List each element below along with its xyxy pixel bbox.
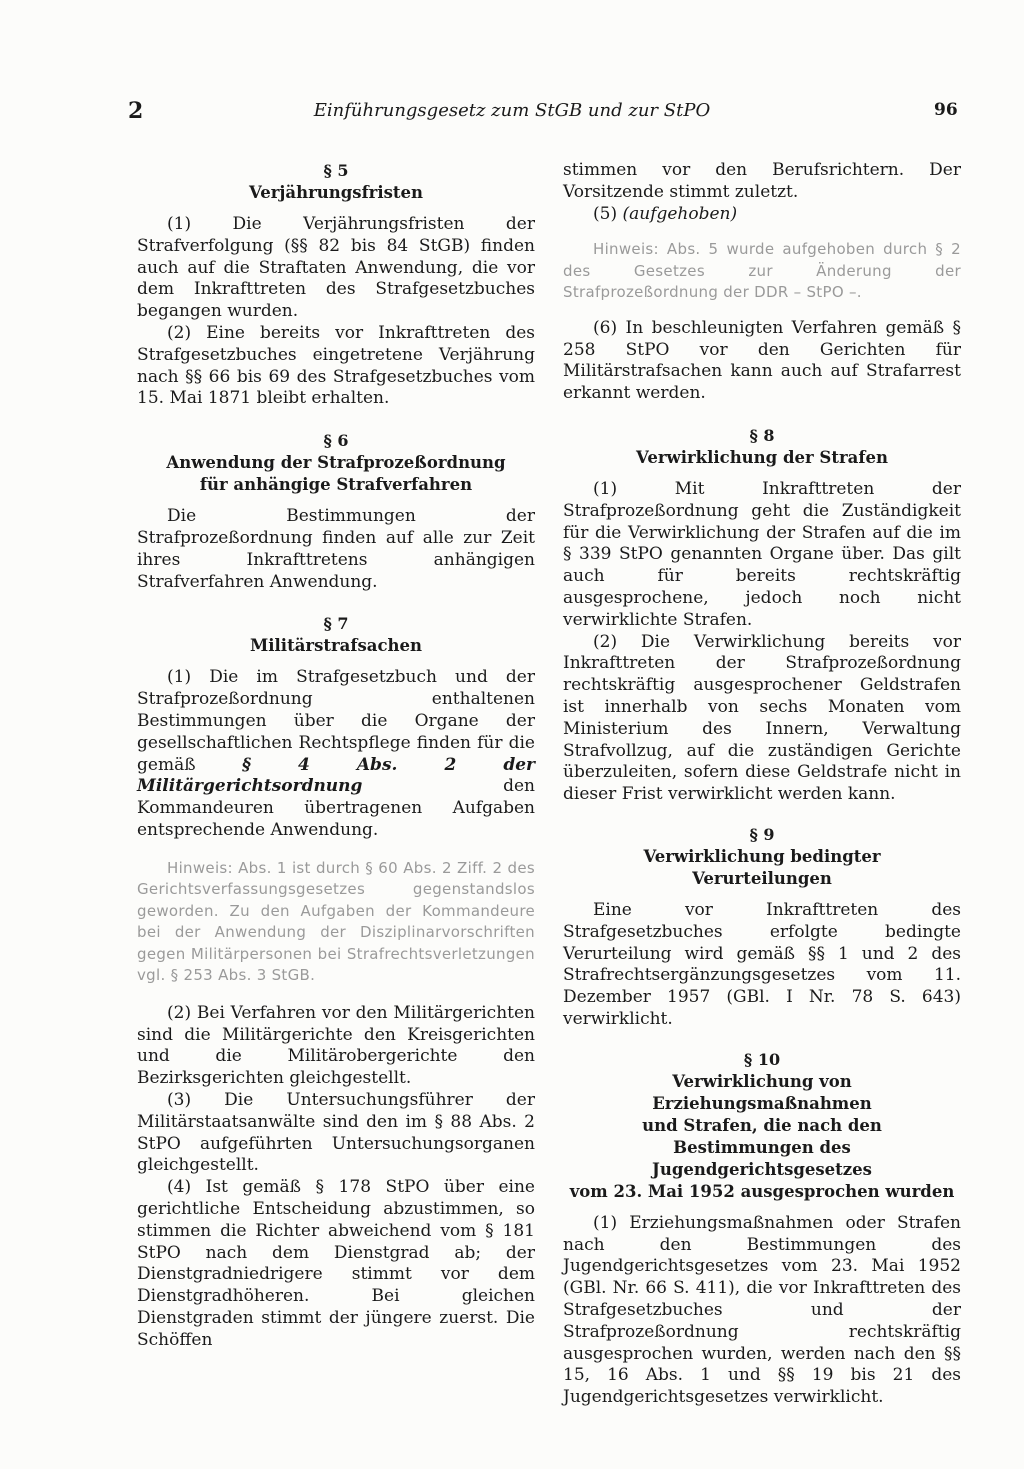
section-8-number: § 8 xyxy=(749,426,775,446)
section-6-number: § 6 xyxy=(323,431,349,451)
section-8-paragraph-2: (2) Die Verwirklichung bereits vor Inkrafttreten der Strafprozeßordnung rechtskräftig ausgesprochener Geldstrafen ist innerhalb von sechs Monaten vom Ministerium des Innern, Verwaltung Strafvollzug, auf die zuständigen Gerichte überzuleiten, sofern diese Geldstrafe nicht in dieser Frist verwirklicht werden kann. xyxy=(563,631,961,805)
section-9-paragraph-1: Eine vor Inkrafttreten des Strafgesetzbuches erfolgte bedingte Verurteilung wird gemäß §§ 1 und 2 des Strafrechtsergänzungsgesetzes vom 11. Dezember 1957 (GBl. I Nr. 78 S. 643) verwirklicht. xyxy=(563,900,961,1030)
section-7-number: § 7 xyxy=(323,614,349,634)
section-8-title: Verwirklichung der Strafen xyxy=(636,448,888,468)
section-7-paragraph-5-hint-note: Hinweis: Abs. 5 wurde aufgehoben durch § 2 des Gesetzes zur Änderung der Strafprozeßordnung der DDR – StPO –. xyxy=(563,240,961,302)
section-10-title-line-3: Bestimmungen des Jugendgerichtsgesetzes xyxy=(652,1137,872,1179)
section-10-title-line-4: vom 23. Mai 1952 ausgesprochen wurden xyxy=(569,1181,955,1201)
section-7-title: Militärstrafsachen xyxy=(250,636,422,656)
running-header-title: Einführungsgesetz zum StGB und zur StPO xyxy=(313,100,711,121)
left-column xyxy=(137,160,535,1351)
section-9-title-line-1: Verwirklichung bedingter xyxy=(643,847,881,867)
section-6-title-line-1: Anwendung der Strafprozeßordnung xyxy=(166,453,506,473)
section-7-paragraph-4: (4) Ist gemäß § 178 StPO über eine gerichtliche Entscheidung abzustimmen, so stimmen die Richter abweichend vom § 181 StPO nach dem Dienstgrad ab; der Dienstgradniedrigere stimmt vor dem Dienstgradhöheren. Bei gleichen Dienstgraden stimmt der jüngere zuerst. Die Schöffen xyxy=(137,1177,535,1350)
page-number: 96 xyxy=(934,100,958,120)
section-10-title-line-2: und Strafen, die nach den xyxy=(642,1115,882,1135)
right-column xyxy=(563,160,961,1409)
repealed-label: (aufgehoben) xyxy=(622,203,738,224)
section-7-paragraph-3: (3) Die Untersuchungsführer der Militärstaatsanwälte sind den im § 88 Abs. 2 StPO aufgeführten Untersuchungsorganen gleichgestellt. xyxy=(137,1089,535,1176)
section-10-paragraph-1: (1) Erziehungsmaßnahmen oder Strafen nach den Bestimmungen des Jugendgerichtsgesetzes vom 23. Mai 1952 (GBl. Nr. 66 S. 411), die vor Inkrafttreten des Strafgesetzbuches und der Strafprozeßordnung rechtskräftig ausgesprochen wurden, werden nach den §§ 15, 16 Abs. 1 und §§ 19 bis 21 des Jugendgerichtsgesetzes verwirklicht. xyxy=(563,1212,961,1408)
section-5-paragraph-2: (2) Eine bereits vor Inkrafttreten des Strafgesetzbuches eingetretene Verjährung nach §§ 66 bis 69 des Strafgesetzbuches vom 15. Mai 1871 bleibt erhalten. xyxy=(137,322,535,409)
section-8-paragraph-1: (1) Mit Inkrafttreten der Strafprozeßordnung geht die Zuständigkeit für die Verwirklichung der Strafen auf die im § 339 StPO genannten Organe über. Das gilt auch für bereits rechtskräftig ausgesprochene, jedoch noch nicht verwirklichte Strafen. xyxy=(563,479,961,630)
section-7-paragraph-5: (5) (aufgehoben) xyxy=(593,203,738,224)
section-10-number: § 10 xyxy=(743,1049,781,1069)
military-court-order-reference: § 4 Abs. 2 der Militärgerichtsordnung xyxy=(137,754,535,797)
section-7-paragraph-6: (6) In beschleunigten Verfahren gemäß § 258 StPO vor den Gerichten für Militärstrafsachen kann auch auf Strafarrest erkannt werden. xyxy=(563,317,961,404)
section-5-paragraph-1: (1) Die Verjährungsfristen der Strafverfolgung (§§ 82 bis 84 StGB) finden auch auf die Straftaten Anwendung, die vor dem Inkrafttreten des Strafgesetzbuches begangen wurden. xyxy=(137,214,535,322)
section-5-title: Verjährungsfristen xyxy=(248,183,424,202)
section-5-number: § 5 xyxy=(323,161,349,180)
section-7-paragraph-4-continued: stimmen vor den Berufsrichtern. Der Vorsitzende stimmt zuletzt. xyxy=(563,160,961,202)
section-9-number: § 9 xyxy=(749,825,775,845)
chapter-number: 2 xyxy=(128,98,144,124)
section-9-title-line-2: Verurteilungen xyxy=(692,869,832,889)
section-6-title-line-2: für anhängige Strafverfahren xyxy=(199,475,473,495)
section-6-paragraph-1: Die Bestimmungen der Strafprozeßordnung finden auf alle zur Zeit ihres Inkrafttretens anhängigen Strafverfahren Anwendung. xyxy=(137,506,535,592)
section-10-title-line-1: Verwirklichung von Erziehungsmaßnahmen xyxy=(652,1071,872,1113)
section-7-paragraph-2: (2) Bei Verfahren vor den Militärgerichten sind die Militärgerichte den Kreisgerichten und die Militärobergerichte den Bezirksgerichten gleichgestellt. xyxy=(137,1002,535,1089)
section-7-paragraph-1: (1) Die im Strafgesetzbuch und der Strafprozeßordnung enthaltenen Bestimmungen über die Organe der gesellschaftlichen Rechtspflege finden für die gemäß § 4 Abs. 2 der Militärgerichtsordnung den Kommandeuren übertragenen Aufgaben entsprechende Anwendung. xyxy=(137,667,535,840)
section-7-hint-note: Hinweis: Abs. 1 ist durch § 60 Abs. 2 Ziff. 2 des Gerichtsverfassungsgesetzes gegenstandslos geworden. Zu den Aufgaben der Kommandeure bei der Anwendung der Disziplinarvorschriften gegen Militärpersonen bei Strafrechtsverletzungen vgl. § 253 Abs. 3 StGB. xyxy=(137,858,535,985)
